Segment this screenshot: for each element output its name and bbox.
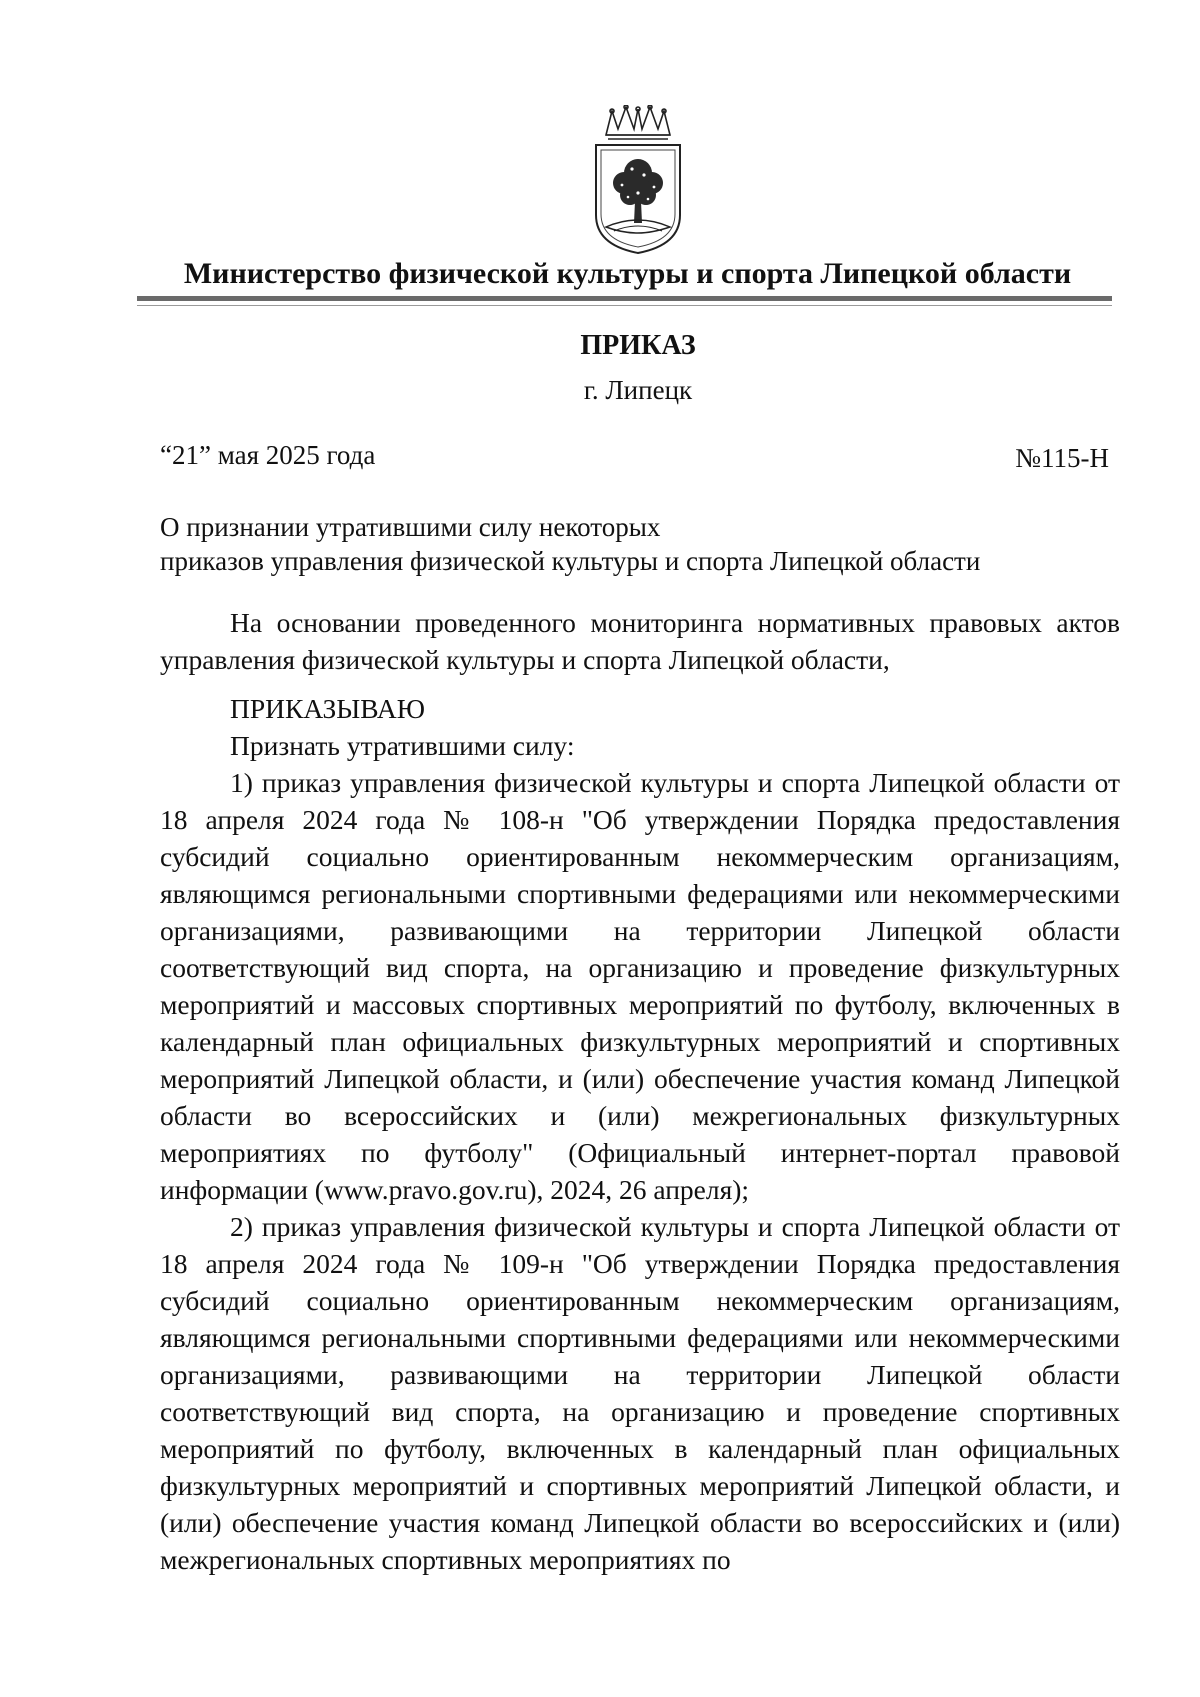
order-date: “21” мая 2025 года [160,440,376,470]
coat-of-arms-icon [592,105,684,255]
order-subject [160,510,1060,578]
preamble-paragraph: На основании проведенного мониторинга нормативных правовых актов управления физической культуры и спорта Липецкой области, [160,607,1120,675]
header-rule-thick [137,296,1112,301]
city-line: г. Липецк [583,375,693,405]
order-keyword: ПРИКАЗЫВАЮ [230,693,426,724]
order-number: №115-Н [1015,443,1109,473]
order-body [160,604,1120,1578]
ministry-title: Министерство физической культуры и спорта Липецкой области [183,257,1072,290]
order-intro: Признать утратившими силу: [230,730,575,761]
subject-line: приказов управления физической культуры и спорта Липецкой области [160,546,981,576]
order-item: 2) приказ управления физической культуры и спорта Липецкой области от 18 апреля 2024 года № 109-н "Об утверждении Порядка предоставления субсидий социально ориентированным некоммерческим организациям, являющимся региональными спортивными федерациями или некоммерческими организациями, развивающими на территории Липецкой области соответствующий вид спорта, на организацию и проведение спортивных мероприятий по футболу, включенных в календарный план официальных физкультурных мероприятий и спортивных мероприятий Липецкой области, и (или) обеспечение участия команд Липецкой области во всероссийских и (или) межрегиональных спортивных мероприятиях по [160,1211,1120,1575]
document-type: ПРИКАЗ [580,330,696,361]
order-item: 1) приказ управления физической культуры и спорта Липецкой области от 18 апреля 2024 года № 108-н "Об утверждении Порядка предоставления субсидий социально ориентированным некоммерческим организациям, являющимся региональными спортивными федерациями или некоммерческими организациями, развивающими на территории Липецкой области соответствующий вид спорта, на организацию и проведение физкультурных мероприятий и массовых спортивных мероприятий по футболу, включенных в календарный план официальных физкультурных мероприятий и спортивных мероприятий Липецкой области, и (или) обеспечение участия команд Липецкой области во всероссийских и (или) межрегиональных физкультурных мероприятиях по футболу" (Официальный интернет-портал правовой информации (www.pravo.gov.ru), 2024, 26 апреля); [160,767,1120,1205]
subject-line: О признании утратившими силу некоторых [160,512,661,542]
header-rule-thin [137,305,1112,306]
